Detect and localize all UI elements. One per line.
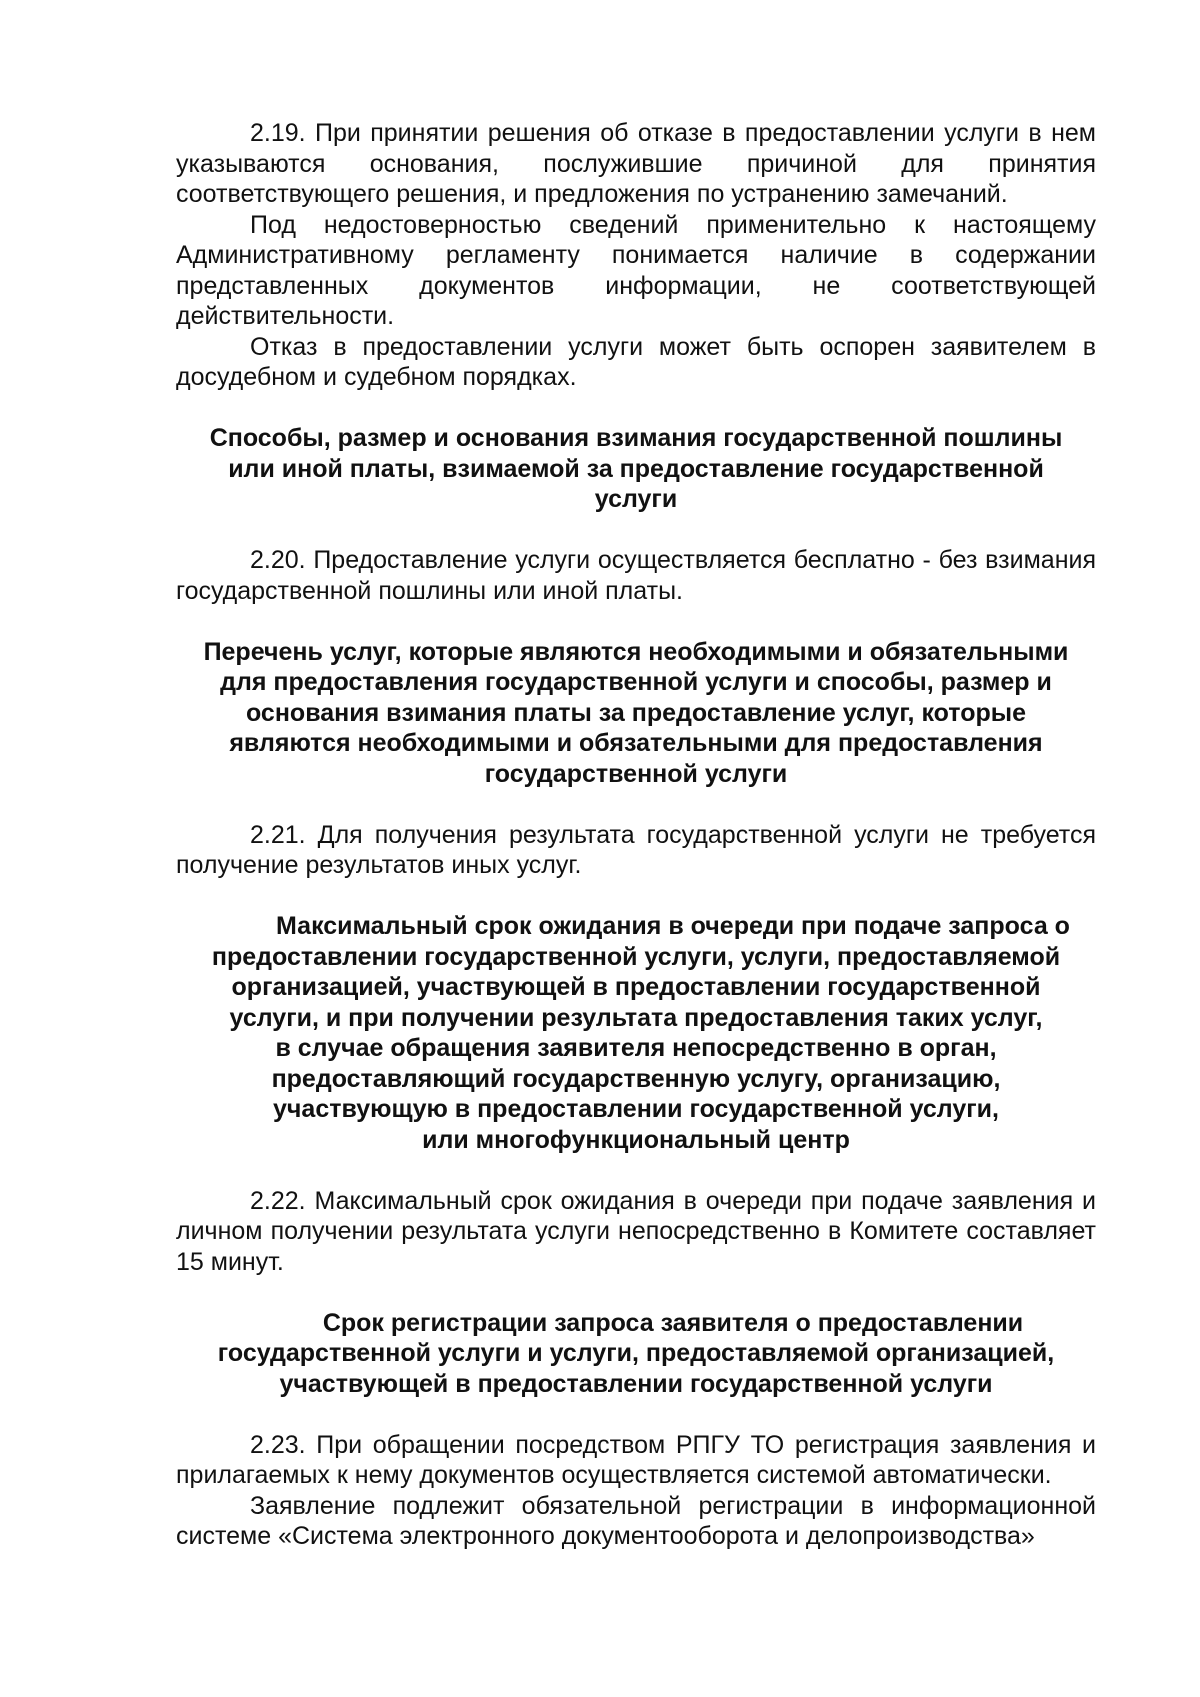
heading-line: организацией, участвующей в предоставлении государственной (231, 973, 1041, 1001)
heading-registration-time (176, 1308, 1096, 1400)
heading-line: предоставлении государственной услуги, услуги, предоставляемой (211, 942, 1061, 971)
heading-line: государственной услуги и услуги, предоставляемой организацией, (217, 1339, 1055, 1367)
heading-line: участвующую в предоставлении государственной услуги, (273, 1095, 999, 1123)
spacer (176, 1155, 1096, 1186)
heading-line: участвующей в предоставлении государственной услуги (279, 1369, 993, 1398)
heading-line: являются необходимыми и обязательными для предоставления (229, 729, 1043, 757)
paragraph-2-21-no-other-services: 2.21. Для получения результата государственной услуги не требуется получение результатов иных услуг. (176, 820, 1096, 879)
spacer (176, 515, 1096, 546)
document-page (176, 118, 1096, 1552)
heading-queue-time (176, 911, 1096, 1155)
heading-line: для предоставления государственной услуги и способы, размер и (220, 668, 1052, 696)
heading-line: предоставляющий государственную услугу, организацию, (271, 1064, 1001, 1093)
spacer (176, 881, 1096, 912)
spacer (176, 606, 1096, 637)
paragraph-2-22-max-wait: 2.22. Максимальный срок ожидания в очереди при подаче заявления и личном получении результата услуги непосредственно в Комитете составляет 15 минут. (176, 1186, 1096, 1276)
paragraph-2-19-appeal: Отказ в предоставлении услуги может быть оспорен заявителем в досудебном и судебном порядках. (176, 332, 1096, 391)
paragraph-2-23-mandatory-registration: Заявление подлежит обязательной регистрации в информационной системе «Система электронного документооборота и делопроизводства» (176, 1491, 1096, 1550)
heading-required-services (176, 637, 1096, 790)
heading-line: услуги (594, 485, 678, 513)
paragraph-2-20-free-of-charge: 2.20. Предоставление услуги осуществляется бесплатно - без взимания государственной пошлины или иной платы. (176, 546, 1096, 605)
heading-line: государственной услуги (484, 759, 788, 788)
heading-line: Перечень услуг, которые являются необходимыми и обязательными (203, 637, 1069, 666)
heading-line: или многофункциональный центр (422, 1125, 850, 1154)
paragraph-2-23-auto-registration: 2.23. При обращении посредством РПГУ ТО регистрация заявления и прилагаемых к нему документов осуществляется системой автоматически. (176, 1430, 1096, 1489)
heading-line: в случае обращения заявителя непосредственно в орган, (275, 1034, 997, 1062)
heading-line: Способы, размер и основания взимания государственной пошлины (209, 424, 1063, 452)
heading-line: или иной платы, взимаемой за предоставление государственной (228, 454, 1044, 483)
spacer (176, 1277, 1096, 1308)
heading-line: Срок регистрации запроса заявителя о предоставлении (322, 1308, 1024, 1337)
heading-line: основания взимания платы за предоставление услуг, которые (245, 698, 1026, 727)
spacer (176, 393, 1096, 424)
heading-line: Максимальный срок ожидания в очереди при подаче запроса о (276, 912, 1070, 940)
heading-line: услуги, и при получении результата предоставления таких услуг, (229, 1003, 1043, 1032)
paragraph-2-19-unreliable-info: Под недостоверностью сведений применительно к настоящему Административному регламенту понимается наличие в содержании представленных документов информации, не соответствующей действительности. (176, 210, 1096, 330)
paragraph-2-19-refusal-grounds: 2.19. При принятии решения об отказе в предоставлении услуги в нем указываются основания, послужившие причиной для принятия соответствующего решения, и предложения по устранению замечаний. (176, 119, 1096, 208)
spacer (176, 1399, 1096, 1430)
heading-fee (176, 423, 1096, 515)
spacer (176, 789, 1096, 820)
